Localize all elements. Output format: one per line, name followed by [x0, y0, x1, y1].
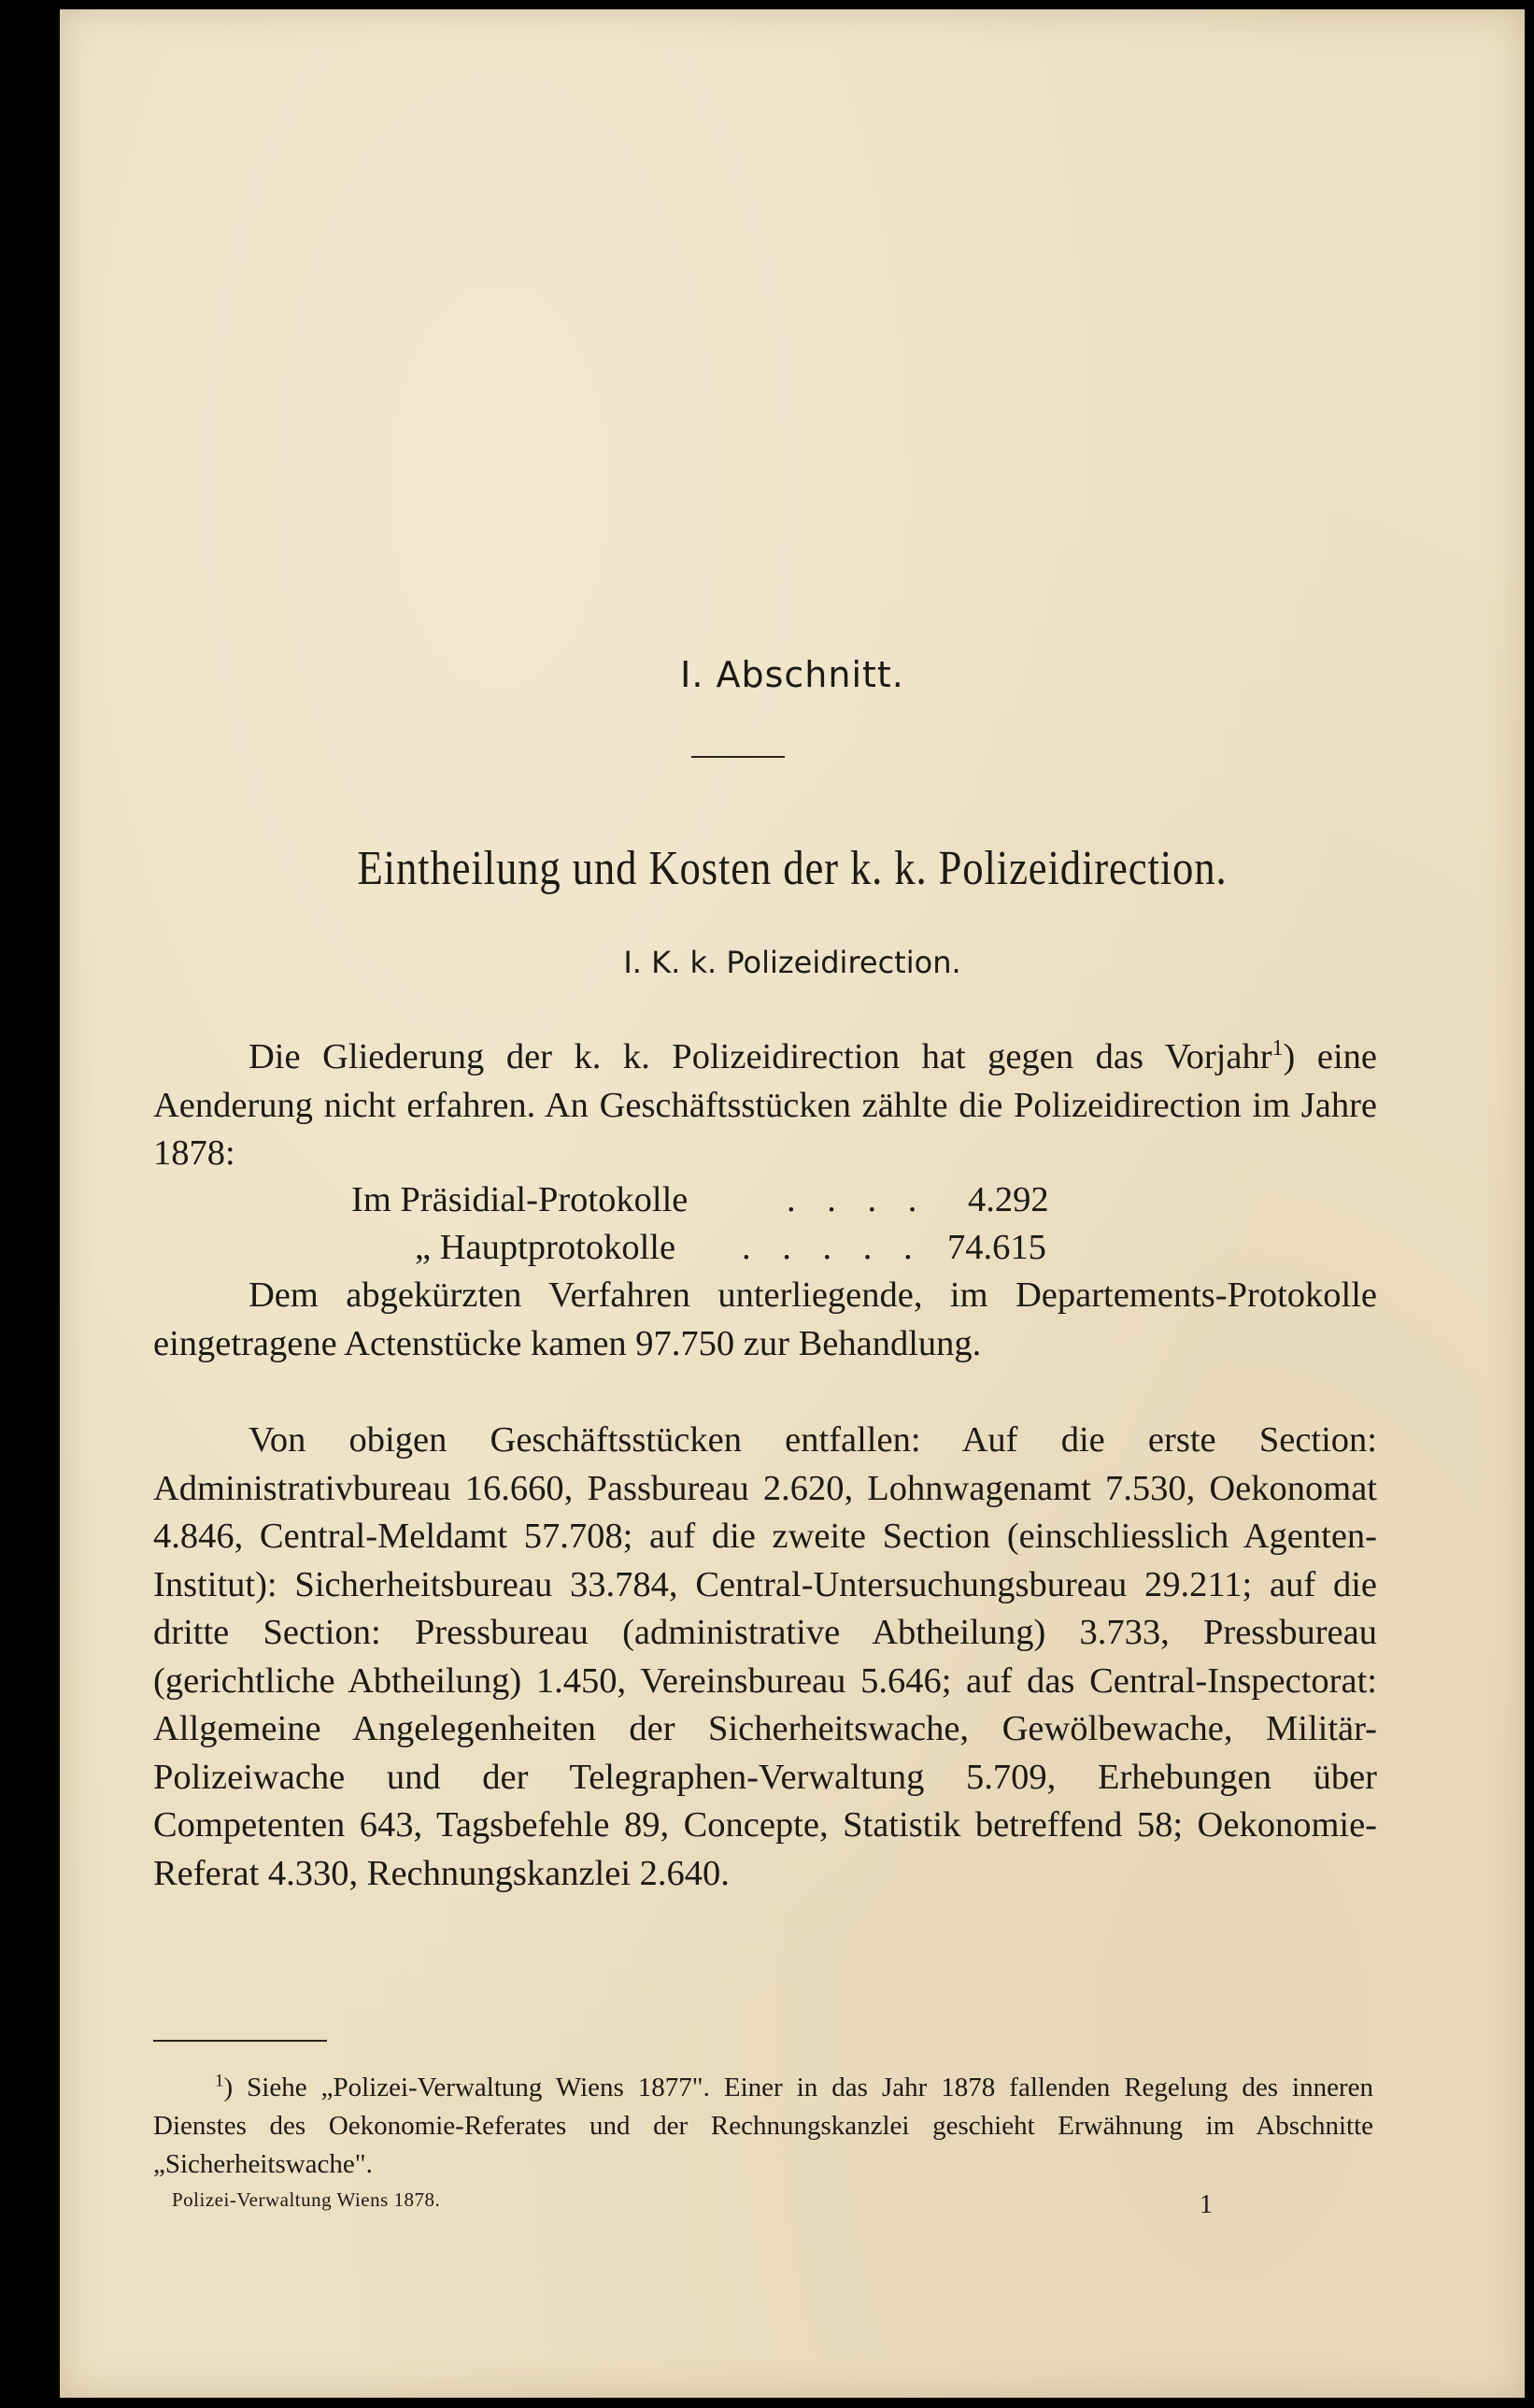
- ledger-dots: . . . .: [787, 1180, 929, 1219]
- paragraph-intro-text-b: ) eine Aenderung nicht erfahren. An Geschäftsstücken zählte die Polizeidirection im Jahre 1878:: [153, 1037, 1377, 1173]
- paragraph-sections: [153, 1417, 1377, 1898]
- signature-line: Polizei-Verwaltung Wiens 1878.: [172, 2188, 441, 2211]
- ledger-label: Im Präsidial-Protokolle: [351, 1180, 689, 1219]
- paragraph-sections-text: Von obigen Geschäftsstücken entfallen: Auf die erste Section: Administrativbureau 16.660, Passbureau 2.620, Lohnwagenamt 7.530, Oekonomat 4.846, Central-Meldamt 57.708; auf die zweite Section (einschliesslich Agenten-Institut): Sicherheitsbureau 33.784, Central-Untersuchungsbureau 29.211; auf die dritte Section: Pressbureau (administrative Abtheilung) 3.733, Pressbureau (gerichtliche Abtheilung) 1.450, Vereinsbureau 5.646; auf das Central-Inspectorat: Allgemeine Angelegenheiten der Sicherheitswache, Gewölbewache, Militär-Polizeiwache und der Telegraphen-Verwaltung 5.709, Erhebungen über Competenten 643, Tagsbefehle 89, Concepte, Statistik betreffend 58; Oekonomie-Referat 4.330, Rechnungskanzlei 2.640.: [153, 1420, 1377, 1893]
- ledger-label: „ Hauptprotokolle: [415, 1228, 676, 1267]
- chapter-title: Eintheilung und Kosten der k. k. Polizeidirection.: [357, 842, 1228, 895]
- paragraph-actenstuecke: [153, 1272, 1377, 1368]
- paragraph-intro-text-a: Die Gliederung der k. k. Polizeidirection hat gegen das Vorjahr: [249, 1037, 1272, 1076]
- footnote-marker: 1: [1271, 1036, 1284, 1062]
- heading-divider: [691, 756, 785, 758]
- footnote-divider: [153, 2040, 327, 2042]
- ledger-value: 74.615: [947, 1228, 1046, 1267]
- paragraph-actenstuecke-text: Dem abgekürzten Verfahren unterliegende, im Departements-Protokolle eingetragene Actenstücke kamen 97.750 zur Behandlung.: [153, 1275, 1377, 1363]
- page-number: 1: [1200, 2190, 1213, 2219]
- section-heading: I. Abschnitt.: [680, 654, 904, 695]
- ledger-dots: . . . . .: [742, 1228, 924, 1267]
- subsection-title: I. K. k. Polizeidirection.: [623, 945, 961, 980]
- paragraph-intro: [153, 1033, 1377, 1178]
- footnote-text: ) Siehe „Polizei-Verwaltung Wiens 1877". Einer in das Jahr 1878 fallenden Regelung des inneren Dienstes des Oekonomie-Referates und der Rechnungskanzlei geschieht Erwähnung im Abschnitte „Sicherheitswache".: [153, 2073, 1373, 2179]
- footnote: [153, 2069, 1373, 2184]
- scanned-page: [60, 9, 1525, 2398]
- footnote-marker: 1: [215, 2071, 224, 2091]
- ledger-value: 4.292: [968, 1180, 1049, 1219]
